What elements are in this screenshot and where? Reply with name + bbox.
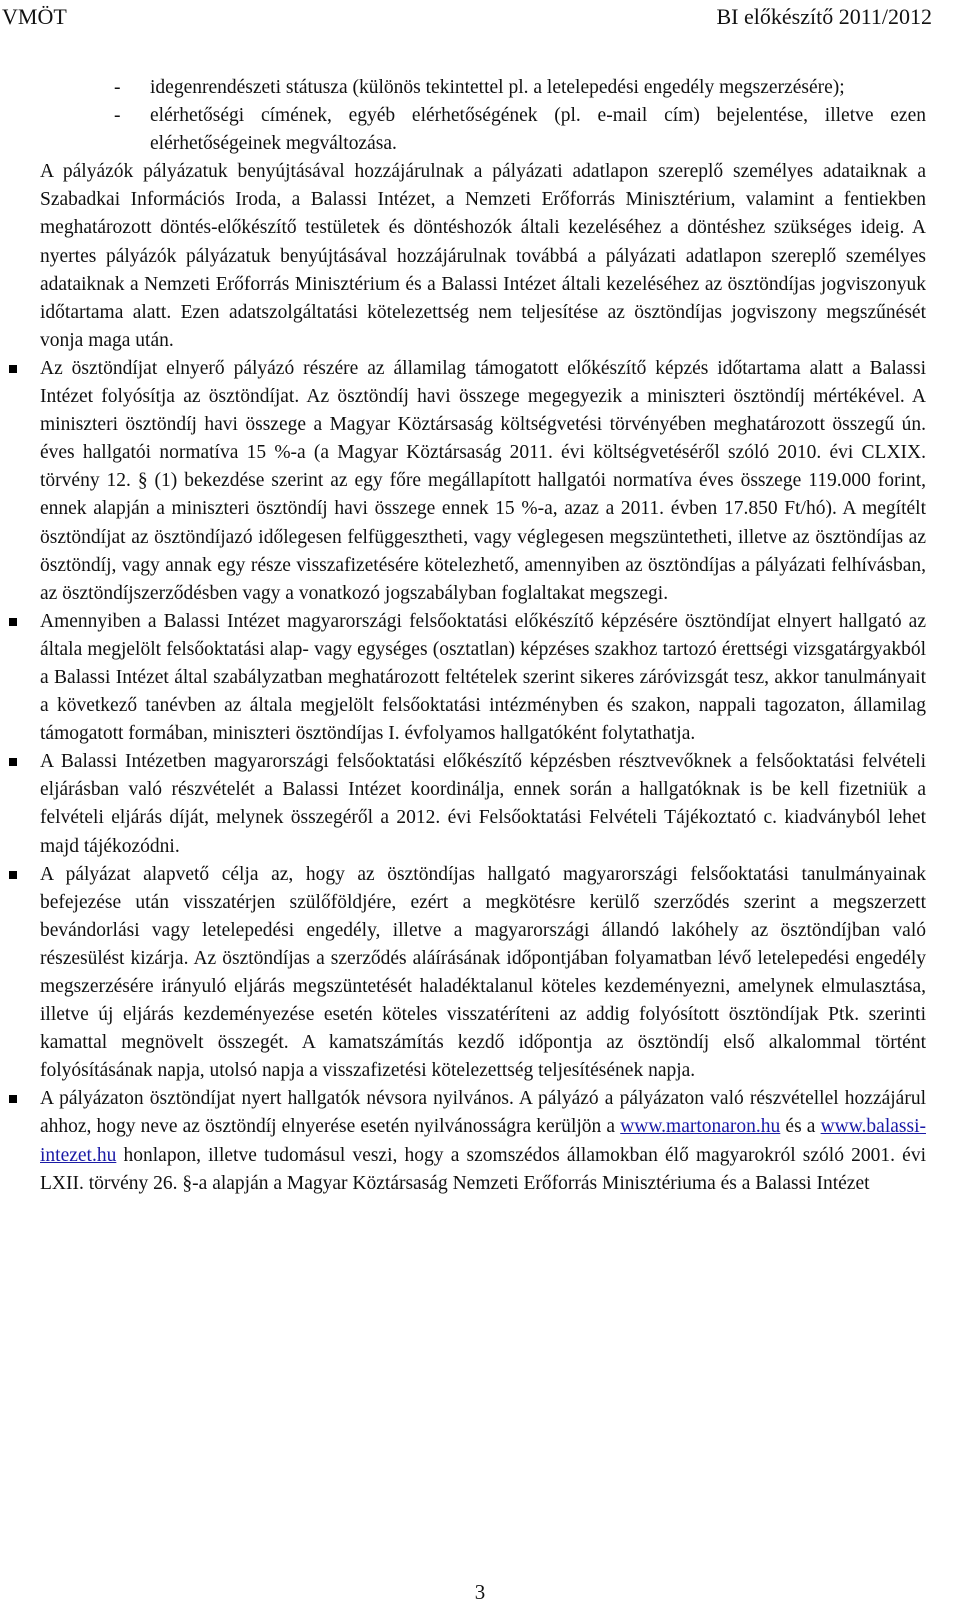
- bullet-text-end: honlapon, illetve tudomásul veszi, hogy a szomszédos államokban élő magyarokról szóló 2001. évi LXII. törvény 26. §-a alapján a Magyar Köztársaság Nemzeti Erőforrás Minisztériuma és a Balassi Intézet: [40, 1144, 926, 1194]
- bullet-item: [40, 608, 926, 748]
- bullet-item: [40, 861, 926, 1086]
- martonaron-link[interactable]: www.martonaron.hu: [620, 1116, 781, 1138]
- bullet-text: Amennyiben a Balassi Intézet magyarországi felsőoktatási előkészítő képzésére ösztöndíjat elnyert hallgató az általa megjelölt felsőoktatási alap- vagy egységes (osztatlan) képzéses szakhoz tartozó érettségi vizsgatárgyakból a Balassi Intézet által szabályzatban meghatározott feltételek szerint sikeres záróvizsgát tesz, akkor tanulmányait a következő tanévben az általa megjelölt felsőoktatási intézményben és szakon, nappali tagozaton, államilag támogatott formában, miniszteri ösztöndíjas I. évfolyamos hallgatóként folytathatja.: [40, 610, 926, 745]
- dash-list-item: [40, 102, 926, 158]
- square-bullet-icon: [9, 618, 17, 626]
- dash-marker: -: [114, 105, 121, 127]
- bullet-text: Az ösztöndíjat elnyerő pályázó részére az államilag támogatott előkészítő képzés időtartama alatt a Balassi Intézet folyósítja az ösztöndíjat. Az ösztöndíj havi összege megegyezik a miniszteri ösztöndíj mértékével. A miniszteri ösztöndíj havi összege a Magyar Köztársaság költségvetési törvényében meghatározott összegű ún. éves hallgatói normatíva 15 %-a (a Magyar Köztársaság 2011. évi költségvetéséről szóló 2010. évi CLXIX. törvény 12. § (1) bekezdése szerint az egy főre megállapított hallgatói normatíva éves összege 119.000 forint, ennek alapján a miniszteri ösztöndíj havi összege ennek 15 %-a, azaz a 2011. évben 17.850 Ft/hó). A megítélt ösztöndíjat az ösztöndíjazó időlegesen felfüggesztheti, vagy véglegesen megszüntetheti, illetve az ösztöndíjas az ösztöndíj, vagy annak egy része visszafizetésére kötelezhető, amennyiben az ösztöndíjas a pályázati felhívásban, az ösztöndíjszerződésben vagy a vonatkozó jogszabályban foglaltakat megszegi.: [40, 357, 926, 604]
- dash-item-text: elérhetőségi címének, egyéb elérhetőségének (pl. e-mail cím) bejelentése, illetve ezen elérhetőségeinek megváltozása.: [150, 105, 926, 155]
- header-right: BI előkészítő 2011/2012: [716, 4, 932, 29]
- header-left: VMÖT: [2, 4, 67, 29]
- square-bullet-icon: [9, 871, 17, 879]
- page-header: [0, 0, 960, 34]
- square-bullet-icon: [9, 365, 17, 373]
- balassi-intezet-link[interactable]: www.balassi-intezet.hu: [40, 1116, 926, 1166]
- bullet-item: [40, 748, 926, 860]
- page-number: 3: [474, 1580, 486, 1604]
- dash-marker: -: [114, 77, 121, 98]
- dash-list-item: [40, 74, 926, 102]
- bullet-item: [40, 1085, 926, 1197]
- document-body: [40, 74, 926, 1198]
- bullet-text: A Balassi Intézetben magyarországi felsőoktatási előkészítő képzésben résztvevőknek a felsőoktatási felvételi eljárásban való részvételét a Balassi Intézet koordinálja, ennek során a hallgatóknak is be kell fizetniük a felvételi eljárás díját, melynek összegéről a 2012. évi Felsőoktatási Felvételi Tájékoztató c. kiadványból lehet majd tájékozódni.: [40, 751, 926, 857]
- square-bullet-icon: [9, 1095, 17, 1103]
- bullet-text: A pályázat alapvető célja az, hogy az ösztöndíjas hallgató magyarországi felsőoktatási tanulmányainak befejezése után visszatérjen szülőföldjére, ezért a megkötésre kerülő szerződés szerint a megszerzett bevándorlási vagy letelepedési engedély, illetve a magyarországi állandó lakóhely az ösztöndíjban való részesülést kizárja. Az ösztöndíjas a szerződés aláírásának időpontjában folyamatban lévő letelepedési engedély megszerzésére irányuló eljárás megszüntetését haladéktalanul köteles kezdeményezni, amelynek elmulasztása, illetve új eljárás kezdeményezése esetén köteles visszatéríteni az addig folyósított ösztöndíjak Ptk. szerinti kamattal megnövelt összegét. A kamatszámítás kezdő időpontja az ösztöndíj első alkalommal történt folyósításának napja, utolsó napja a visszafizetési kötelezettség teljesítésének napja.: [40, 863, 926, 1082]
- bullet-text-start: A pályázaton ösztöndíjat nyert hallgatók névsora nyilvános. A pályázó a pályázaton való részvétellel hozzájárul ahhoz, hogy neve az ösztöndíj elnyerése esetén nyilvánosságra kerüljön a: [40, 1088, 926, 1138]
- dash-item-text: idegenrendészeti státusza (különös tekintettel pl. a letelepedési engedély megszerzésére);: [150, 77, 845, 98]
- bullet-text-middle: és a: [780, 1116, 821, 1138]
- paragraph: A pályázók pályázatuk benyújtásával hozzájárulnak a pályázati adatlapon szereplő személyes adataiknak a Szabadkai Információs Iroda, a Balassi Intézet, a Nemzeti Erőforrás Minisztérium, valamint a fentiekben meghatározott döntés-előkészítő testületek és döntéshozók általi kezeléséhez a döntéshez szükséges ideig. A nyertes pályázók pályázatuk benyújtásával hozzájárulnak továbbá a pályázati adatlapon szereplő személyes adataiknak a Nemzeti Erőforrás Minisztérium és a Balassi Intézet általi kezeléséhez az ösztöndíjas jogviszonyuk időtartama alatt. Ezen adatszolgáltatási kötelezettség nem teljesítése az ösztöndíjas jogviszony megszűnését vonja maga után.: [40, 161, 926, 351]
- square-bullet-icon: [9, 758, 17, 766]
- bullet-item: [40, 355, 926, 608]
